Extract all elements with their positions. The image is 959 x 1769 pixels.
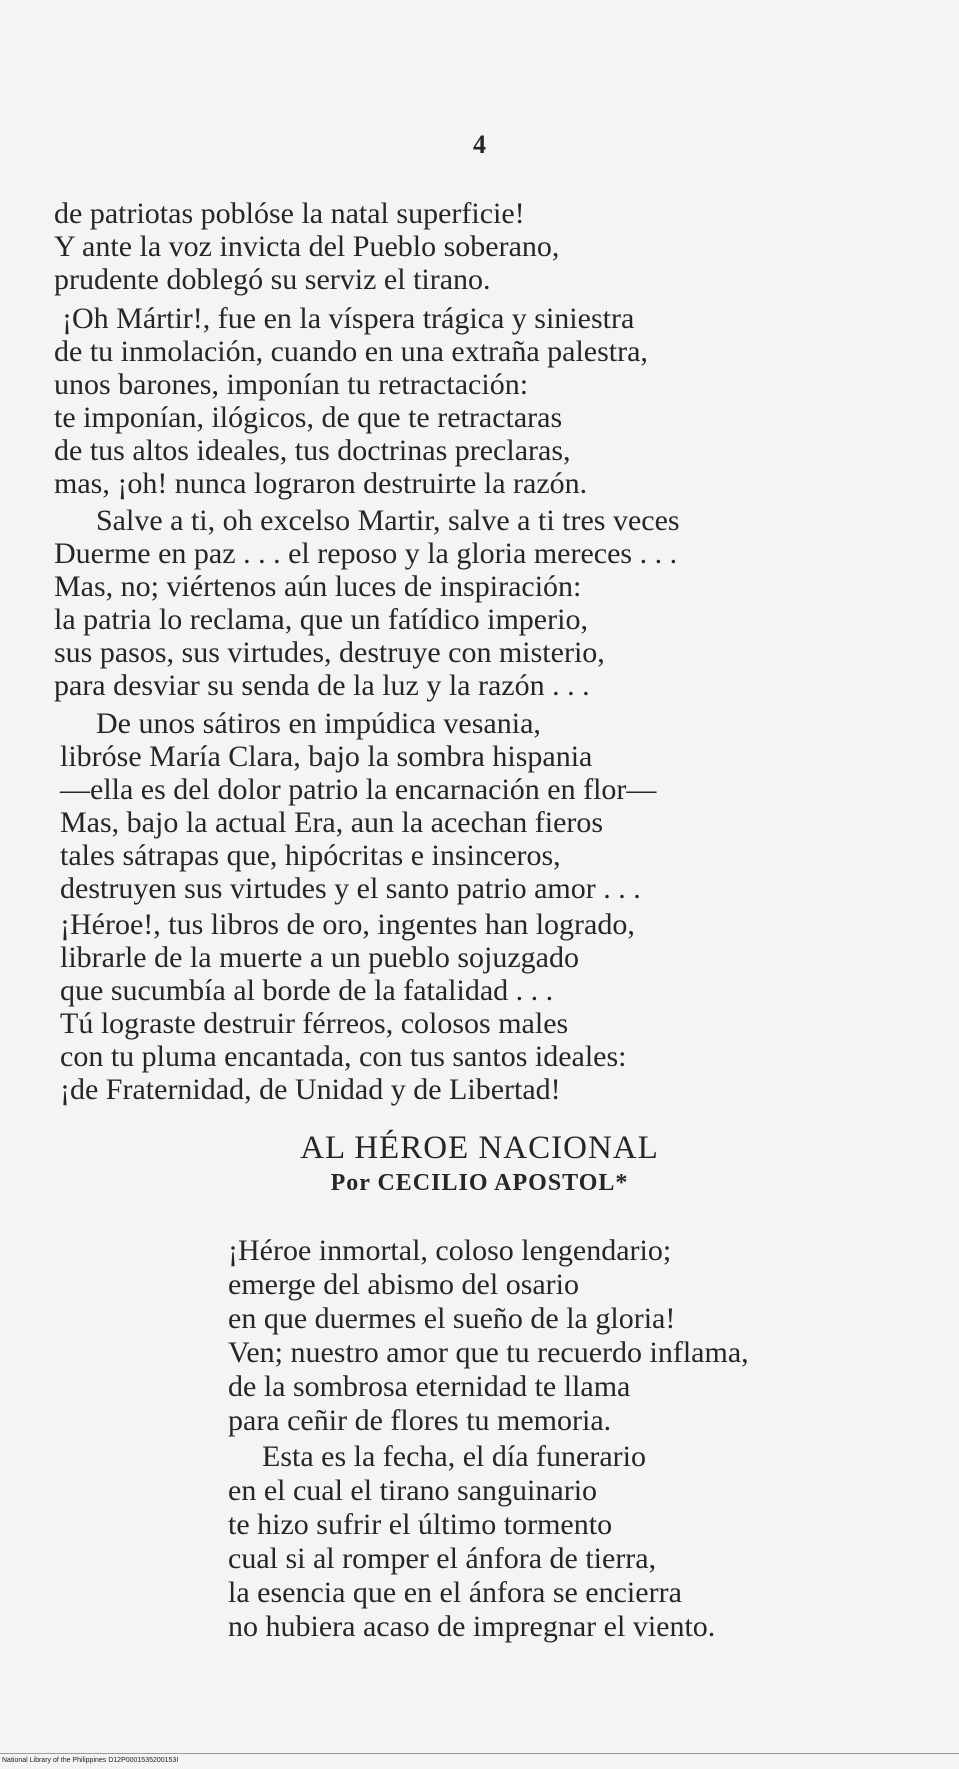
poem-line: Tú lograste destruir férreos, colosos males: [60, 1007, 569, 1040]
poem-line: mas, ¡oh! nunca lograron destruirte la razón.: [54, 467, 588, 500]
poem-line: que sucumbía al borde de la fatalidad . . .: [60, 974, 554, 1007]
poem-line: con tu pluma encantada, con tus santos ideales:: [60, 1040, 627, 1073]
poem-line: Mas, bajo la actual Era, aun la acechan fieros: [60, 806, 604, 839]
scan-footer: National Library of the Philippines D12P0001535200153I: [2, 1757, 179, 1764]
poem-line: Duerme en paz . . . el reposo y la gloria mereces . . .: [54, 537, 678, 570]
poem-line: en que duermes el sueño de la gloria!: [228, 1302, 676, 1335]
poem-line: destruyen sus virtudes y el santo patrio amor . . .: [60, 872, 641, 905]
poem-line: Salve a ti, oh excelso Martir, salve a ti tres veces: [96, 504, 680, 537]
poem-line: la patria lo reclama, que un fatídico imperio,: [54, 603, 588, 636]
poem-line: ¡Oh Mártir!, fue en la víspera trágica y siniestra: [62, 302, 635, 335]
footer-divider: [0, 1753, 959, 1754]
poem-line: ¡de Fraternidad, de Unidad y de Libertad!: [60, 1073, 561, 1106]
poem-line: libróse María Clara, bajo la sombra hispania: [60, 740, 593, 773]
poem-line: de la sombrosa eternidad te llama: [228, 1370, 631, 1403]
poem-line: de tu inmolación, cuando en una extraña palestra,: [54, 335, 648, 368]
poem-line: Mas, no; viértenos aún luces de inspiración:: [54, 570, 582, 603]
poem-line: ¡Héroe!, tus libros de oro, ingentes han logrado,: [60, 908, 635, 941]
poem-line: Y ante la voz invicta del Pueblo soberano,: [54, 230, 560, 263]
poem-line: te hizo sufrir el último tormento: [228, 1508, 613, 1541]
poem-line: unos barones, imponían tu retractación:: [54, 368, 529, 401]
poem-line: de patriotas poblóse la natal superficie!: [54, 197, 525, 230]
poem-line: ¡Héroe inmortal, coloso lengendario;: [228, 1234, 672, 1267]
poem-line: no hubiera acaso de impregnar el viento.: [228, 1610, 716, 1643]
poem-line: te imponían, ilógicos, de que te retractaras: [54, 401, 563, 434]
poem-line: De unos sátiros en impúdica vesania,: [96, 707, 541, 740]
poem-line: tales sátrapas que, hipócritas e insinceros,: [60, 839, 561, 872]
poem-line: Esta es la fecha, el día funerario: [262, 1440, 646, 1473]
poem-line: —ella es del dolor patrio la encarnación en flor—: [60, 773, 657, 806]
page-number: 4: [473, 130, 486, 159]
poem-line: emerge del abismo del osario: [228, 1268, 580, 1301]
poem-line: la esencia que en el ánfora se encierra: [228, 1576, 682, 1609]
poem-line: para ceñir de flores tu memoria.: [228, 1404, 612, 1437]
poem-line: librarle de la muerte a un pueblo sojuzgado: [60, 941, 579, 974]
poem-line: de tus altos ideales, tus doctrinas preclaras,: [54, 434, 571, 467]
poem-line: para desviar su senda de la luz y la razón . . .: [54, 669, 590, 702]
poem-line: cual si al romper el ánfora de tierra,: [228, 1542, 657, 1575]
poem-line: en el cual el tirano sanguinario: [228, 1474, 598, 1507]
poem-line: sus pasos, sus virtudes, destruye con misterio,: [54, 636, 605, 669]
poem-title: AL HÉROE NACIONAL: [300, 1130, 659, 1166]
poem-line: Ven; nuestro amor que tu recuerdo inflama,: [228, 1336, 749, 1369]
poem-line: prudente doblegó su serviz el tirano.: [54, 263, 491, 296]
poem-byline: Por CECILIO APOSTOL*: [330, 1170, 629, 1196]
